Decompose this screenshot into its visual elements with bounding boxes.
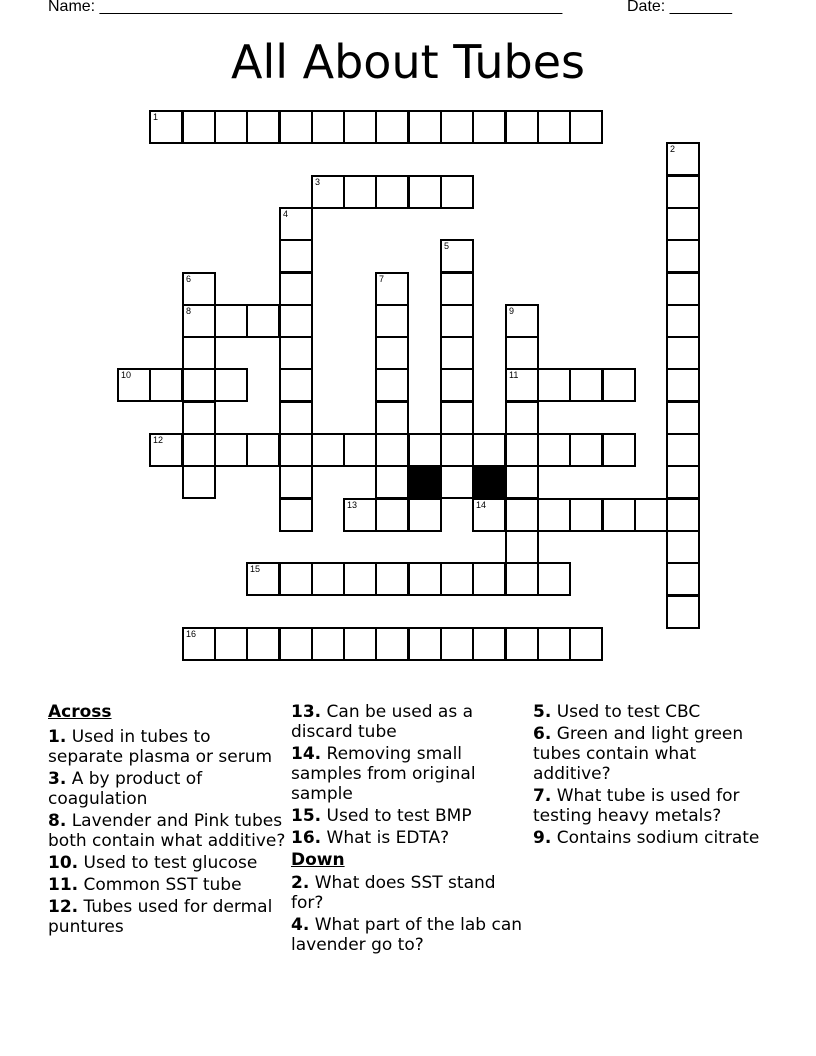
clue-down-7: 7. What tube is used for testing heavy metals? (533, 786, 740, 826)
grid-cell[interactable] (666, 207, 700, 241)
grid-cell[interactable] (505, 336, 539, 370)
clue-number: 3 (315, 177, 321, 187)
clue-column-3 (533, 702, 773, 850)
grid-cell[interactable] (214, 368, 248, 402)
grid-cell[interactable] (214, 110, 248, 144)
grid-cell[interactable] (537, 433, 571, 467)
grid-cell[interactable] (311, 627, 345, 661)
grid-cell[interactable] (440, 272, 474, 306)
grid-cell[interactable] (149, 433, 183, 467)
clue-down-2: 2. What does SST stand for? (291, 873, 496, 913)
grid-cell[interactable] (472, 433, 506, 467)
clue-number: 1 (153, 112, 159, 122)
grid-cell[interactable] (343, 562, 377, 596)
grid-cell[interactable] (472, 498, 506, 532)
grid-cell[interactable] (214, 433, 248, 467)
grid-cell[interactable] (408, 175, 442, 209)
grid-cell[interactable] (569, 627, 603, 661)
clue-down-9: 9. Contains sodium citrate (533, 828, 760, 848)
grid-cell[interactable] (569, 433, 603, 467)
grid-cell[interactable] (343, 498, 377, 532)
grid-cell[interactable] (537, 498, 571, 532)
grid-cell[interactable] (505, 368, 539, 402)
grid-cell[interactable] (505, 562, 539, 596)
black-square (409, 466, 441, 498)
grid-cell[interactable] (440, 336, 474, 370)
clue-number: 6 (186, 274, 192, 284)
grid-cell[interactable] (279, 207, 313, 241)
grid-cell[interactable] (311, 433, 345, 467)
grid-cell[interactable] (440, 110, 474, 144)
grid-cell[interactable] (375, 433, 409, 467)
grid-cell[interactable] (279, 368, 313, 402)
grid-cell[interactable] (311, 175, 345, 209)
grid-cell[interactable] (375, 562, 409, 596)
grid-cell[interactable] (440, 304, 474, 338)
clue-across-13: 13. Can be used as a discard tube (291, 702, 474, 742)
grid-cell[interactable] (375, 304, 409, 338)
grid-cell[interactable] (279, 498, 313, 532)
grid-cell[interactable] (634, 498, 668, 532)
grid-cell[interactable] (311, 562, 345, 596)
grid-cell[interactable] (375, 401, 409, 435)
grid-cell[interactable] (279, 627, 313, 661)
page-title: All About Tubes (230, 35, 585, 89)
clue-number: 11 (509, 370, 519, 380)
grid-cell[interactable] (440, 401, 474, 435)
date-field-label[interactable]: Date: _______ (627, 0, 732, 15)
grid-cell[interactable] (311, 110, 345, 144)
grid-cell[interactable] (666, 401, 700, 435)
grid-cell[interactable] (505, 465, 539, 499)
grid-cell[interactable] (182, 465, 216, 499)
grid-cell[interactable] (375, 175, 409, 209)
down-heading: Down (291, 850, 345, 870)
grid-cell[interactable] (182, 304, 216, 338)
clue-number: 8 (186, 306, 192, 316)
grid-cell[interactable] (182, 368, 216, 402)
grid-cell[interactable] (408, 110, 442, 144)
name-field-label[interactable]: Name: ____________________________________________________ (48, 0, 563, 15)
grid-cell[interactable] (214, 627, 248, 661)
grid-cell[interactable] (182, 272, 216, 306)
grid-cell[interactable] (537, 562, 571, 596)
grid-cell[interactable] (343, 175, 377, 209)
clue-column-2 (291, 702, 533, 957)
grid-cell[interactable] (537, 368, 571, 402)
grid-cell[interactable] (375, 498, 409, 532)
clue-number: 12 (153, 435, 164, 445)
grid-cell[interactable] (666, 562, 700, 596)
clue-number: 4 (283, 209, 289, 219)
clue-across-10: 10. Used to test glucose (48, 853, 258, 873)
grid-cell[interactable] (602, 498, 636, 532)
clue-across-12: 12. Tubes used for dermal puntures (48, 897, 273, 937)
grid-cell[interactable] (440, 239, 474, 273)
grid-cell[interactable] (182, 110, 216, 144)
grid-cell[interactable] (149, 110, 183, 144)
grid-cell[interactable] (505, 304, 539, 338)
grid-cell[interactable] (472, 562, 506, 596)
black-square (473, 466, 505, 498)
grid-cell[interactable] (440, 465, 474, 499)
grid-cell[interactable] (375, 627, 409, 661)
clue-number: 10 (121, 370, 132, 380)
grid-cell[interactable] (408, 562, 442, 596)
grid-cell[interactable] (343, 433, 377, 467)
grid-cell[interactable] (375, 272, 409, 306)
grid-cell[interactable] (343, 110, 377, 144)
grid-cell[interactable] (505, 433, 539, 467)
grid-cell[interactable] (537, 110, 571, 144)
grid-cell[interactable] (666, 272, 700, 306)
grid-cell[interactable] (246, 433, 280, 467)
grid-cell[interactable] (505, 401, 539, 435)
clue-across-15: 15. Used to test BMP (291, 806, 472, 826)
grid-cell[interactable] (666, 595, 700, 629)
clue-down-6: 6. Green and light green tubes contain what additive? (533, 724, 744, 784)
grid-cell[interactable] (569, 368, 603, 402)
grid-cell[interactable] (246, 304, 280, 338)
grid-cell[interactable] (182, 336, 216, 370)
grid-cell[interactable] (149, 368, 183, 402)
grid-cell[interactable] (666, 304, 700, 338)
grid-cell[interactable] (666, 433, 700, 467)
grid-cell[interactable] (375, 110, 409, 144)
grid-cell[interactable] (182, 433, 216, 467)
clue-number: 15 (250, 564, 261, 574)
grid-cell[interactable] (505, 530, 539, 564)
clue-across-3: 3. A by product of coagulation (48, 769, 203, 809)
grid-cell[interactable] (666, 498, 700, 532)
grid-cell[interactable] (666, 142, 700, 176)
clue-number: 5 (444, 241, 450, 251)
clue-across-1: 1. Used in tubes to separate plasma or serum (48, 727, 273, 767)
clue-number: 13 (347, 500, 358, 510)
grid-cell[interactable] (440, 433, 474, 467)
grid-cell[interactable] (569, 498, 603, 532)
clue-across-11: 11. Common SST tube (48, 875, 242, 895)
grid-cell[interactable] (666, 175, 700, 209)
grid-cell[interactable] (602, 368, 636, 402)
clue-down-5: 5. Used to test CBC (533, 702, 701, 722)
grid-cell[interactable] (666, 336, 700, 370)
grid-cell[interactable] (375, 336, 409, 370)
clue-number: 9 (509, 306, 515, 316)
grid-cell[interactable] (505, 627, 539, 661)
grid-cell[interactable] (408, 627, 442, 661)
grid-cell[interactable] (505, 498, 539, 532)
clue-down-4: 4. What part of the lab can lavender go to? (291, 915, 523, 955)
clue-column-1 (48, 702, 290, 939)
grid-cell[interactable] (246, 627, 280, 661)
clue-number: 2 (670, 144, 676, 154)
grid-cell[interactable] (279, 401, 313, 435)
grid-cell[interactable] (408, 498, 442, 532)
grid-cell[interactable] (472, 627, 506, 661)
grid-cell[interactable] (279, 562, 313, 596)
grid-cell[interactable] (279, 110, 313, 144)
grid-cell[interactable] (472, 110, 506, 144)
grid-cell[interactable] (279, 304, 313, 338)
clue-number: 7 (379, 274, 385, 284)
grid-cell[interactable] (246, 562, 280, 596)
grid-cell[interactable] (343, 627, 377, 661)
grid-cell[interactable] (279, 239, 313, 273)
grid-cell[interactable] (666, 530, 700, 564)
grid-cell[interactable] (666, 465, 700, 499)
grid-cell[interactable] (569, 110, 603, 144)
across-heading: Across (48, 702, 112, 722)
clue-across-14: 14. Removing small samples from original sample (291, 744, 476, 804)
grid-cell[interactable] (440, 368, 474, 402)
grid-cell[interactable] (117, 368, 151, 402)
clue-across-16: 16. What is EDTA? (291, 828, 450, 848)
grid-cell[interactable] (182, 401, 216, 435)
clue-number: 16 (186, 629, 197, 639)
grid-cell[interactable] (375, 368, 409, 402)
grid-cell[interactable] (440, 627, 474, 661)
grid-cell[interactable] (440, 562, 474, 596)
grid-cell[interactable] (666, 368, 700, 402)
grid-cell[interactable] (375, 465, 409, 499)
grid-cell[interactable] (279, 336, 313, 370)
grid-cell[interactable] (505, 110, 539, 144)
grid-cell[interactable] (440, 175, 474, 209)
grid-cell[interactable] (408, 433, 442, 467)
clue-across-8: 8. Lavender and Pink tubes both contain what additive? (48, 811, 286, 851)
grid-cell[interactable] (214, 304, 248, 338)
grid-cell[interactable] (182, 627, 216, 661)
grid-cell[interactable] (246, 110, 280, 144)
grid-cell[interactable] (537, 627, 571, 661)
grid-cell[interactable] (279, 465, 313, 499)
clue-number: 14 (476, 500, 487, 510)
grid-cell[interactable] (279, 433, 313, 467)
grid-cell[interactable] (666, 239, 700, 273)
grid-cell[interactable] (602, 433, 636, 467)
grid-cell[interactable] (279, 272, 313, 306)
